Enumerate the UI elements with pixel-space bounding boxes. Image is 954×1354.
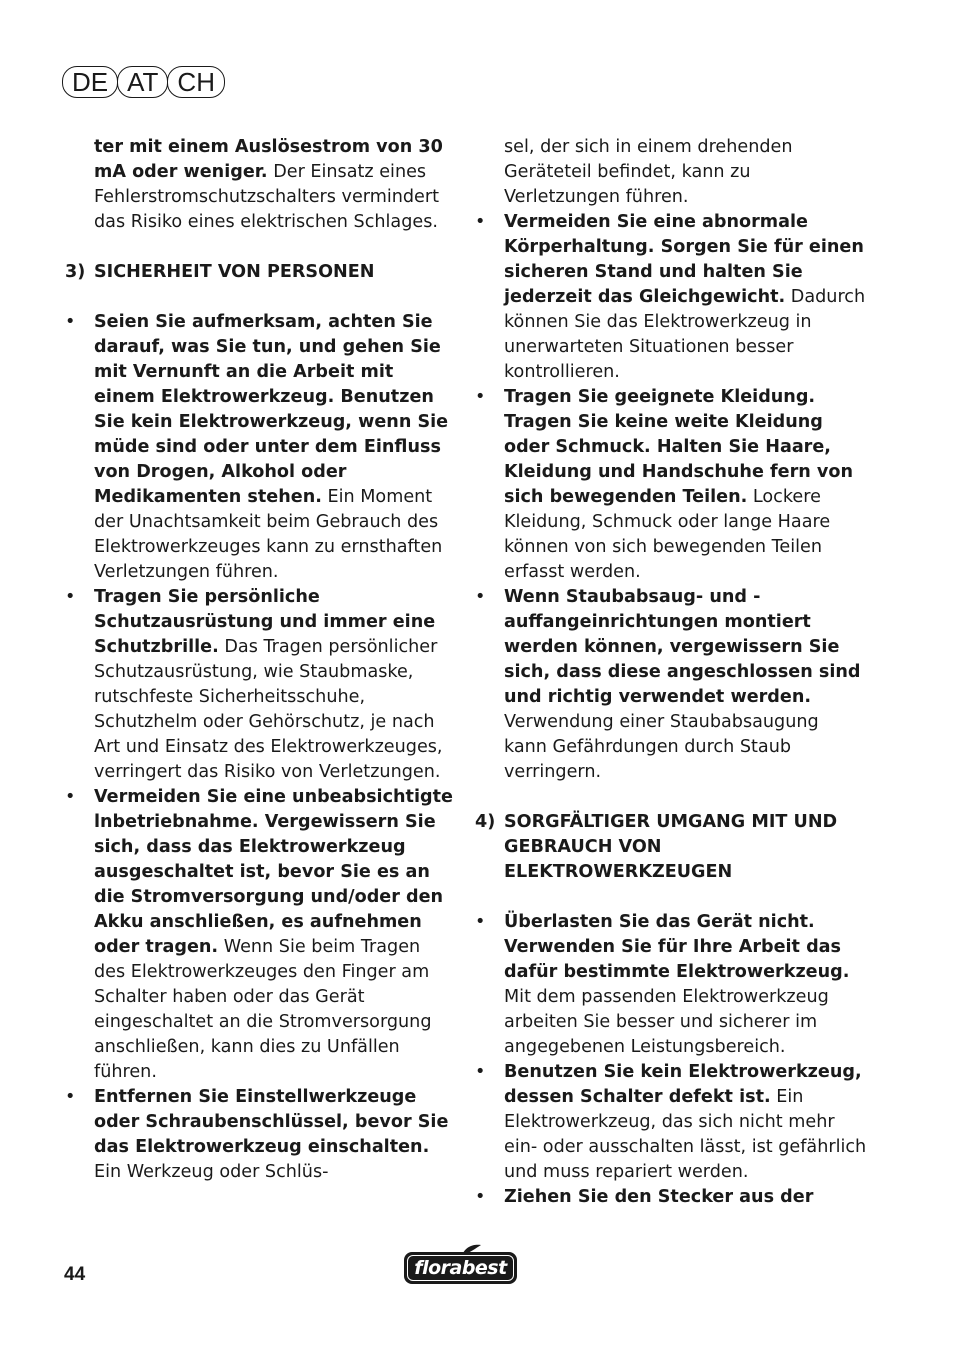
bullet-item xyxy=(62,310,454,585)
body-text: Dadurch können Sie das Elektrowerkzeug in unerwarteten Situationen besser kontrollieren. xyxy=(504,287,866,382)
section-heading-3 xyxy=(62,260,454,285)
section-number: 4) xyxy=(475,812,496,832)
bullet-icon: • xyxy=(65,312,76,332)
section-heading-4 xyxy=(472,810,867,885)
section-title: SORGFÄLTIGER UMGANG MIT UND GEBRAUCH VON ELEKTROWERKZEUGEN xyxy=(504,812,838,882)
bold-text: Benutzen Sie kein Elektrowerkzeug, dessen Schalter defekt ist. xyxy=(504,1062,862,1107)
bullet-item xyxy=(62,585,454,785)
body-text: Wenn Sie beim Tragen des Elektrowerkzeuges den Finger am Schalter haben oder das Gerät eingeschaltet an die Stromversorgung anschließen, kann dies zu Unfällen führen. xyxy=(94,937,432,1082)
right-column xyxy=(472,135,867,1210)
bold-text: Tragen Sie geeignete Kleidung. Tragen Sie keine weite Kleidung oder Schmuck. Halten Sie Haare, Kleidung und Handschuhe fern von sich bewegenden Teilen. xyxy=(504,387,854,507)
bold-text: ter mit einem Auslösestrom von 30 mA oder weniger. xyxy=(94,137,443,182)
continued-paragraph xyxy=(472,135,867,210)
body-text: sel, der sich in einem drehenden Geräteteil befindet, kann zu Verletzungen führen. xyxy=(504,137,793,207)
bullet-icon: • xyxy=(65,787,76,807)
continued-paragraph xyxy=(62,135,454,235)
body-text: Ein Moment der Unachtsamkeit beim Gebrauch des Elektrowerkzeuges kann zu ernsthaften Verletzungen führen. xyxy=(94,487,443,582)
body-text: Das Tragen persönlicher Schutzausrüstung, wie Staubmaske, rutschfeste Sicherheitsschuhe, Schutzhelm oder Gehörschutz, je nach Art und Einsatz des Elektrowerkzeuges, verringert das Risiko von Verletzungen. xyxy=(94,637,443,782)
left-column xyxy=(62,135,454,1185)
body-text: Der Einsatz eines Fehlerstromschutzschalters vermindert das Risiko eines elektrischen Schlages. xyxy=(94,162,440,232)
section-title: SICHERHEIT VON PERSONEN xyxy=(94,262,375,282)
body-text: Lockere Kleidung, Schmuck oder lange Haare können von sich bewegenden Teilen erfasst werden. xyxy=(504,487,831,582)
bullet-item xyxy=(62,1085,454,1185)
body-text: Ein Elektrowerkzeug, das sich nicht mehr ein- oder ausschalten lässt, ist gefährlich und muss repariert werden. xyxy=(504,1087,867,1182)
badge-at: AT xyxy=(117,66,168,98)
bullet-icon: • xyxy=(475,387,486,407)
bold-text: Vermeiden Sie eine unbeabsichtigte lnbetriebnahme. Vergewissern Sie sich, dass das Elektrowerkzeug ausgeschaltet ist, bevor Sie es an die Stromversorgung und/oder den Akku anschließen, es aufnehmen oder tragen. xyxy=(94,787,453,957)
bullet-icon: • xyxy=(65,1087,76,1107)
body-text: Mit dem passenden Elektrowerkzeug arbeiten Sie besser und sicherer im angegebenen Leistungsbereich. xyxy=(504,987,829,1057)
bullet-icon: • xyxy=(475,1187,486,1207)
bullet-icon: • xyxy=(475,1062,486,1082)
bullet-item xyxy=(472,910,867,1060)
florabest-logo xyxy=(404,1246,519,1286)
bullet-item xyxy=(472,385,867,585)
badge-ch: CH xyxy=(167,66,225,98)
bullet-icon: • xyxy=(475,912,486,932)
bold-text: Ziehen Sie den Stecker aus der xyxy=(504,1187,814,1207)
badge-de: DE xyxy=(62,66,118,98)
section-number: 3) xyxy=(65,262,86,282)
bullet-icon: • xyxy=(475,587,486,607)
logo-text: florabest xyxy=(414,1257,507,1279)
bullet-item xyxy=(472,585,867,785)
bullet-item xyxy=(62,785,454,1085)
bold-text: Wenn Staubabsaug- und -auffangeinrichtungen montiert werden können, vergewissern Sie sich, dass diese angeschlossen sind und richtig verwendet werden. xyxy=(504,587,861,707)
bullet-item xyxy=(472,1060,867,1185)
bold-text: Seien Sie aufmerksam, achten Sie darauf, was Sie tun, und gehen Sie mit Vernunft an die Arbeit mit einem Elektrowerkzeug. Benutzen Sie kein Elektrowerkzeug, wenn Sie müde sind oder unter dem Einfluss von Drogen, Alkohol oder Medikamenten stehen. xyxy=(94,312,449,507)
bold-text: Entfernen Sie Einstellwerkzeuge oder Schraubenschlüssel, bevor Sie das Elektrowerkzeug einschalten. xyxy=(94,1087,449,1157)
body-text: Ein Werkzeug oder Schlüs- xyxy=(94,1162,329,1182)
bullet-icon: • xyxy=(65,587,76,607)
bold-text: Vermeiden Sie eine abnormale Körperhaltung. Sorgen Sie für einen sicheren Stand und halten Sie jederzeit das Gleichgewicht. xyxy=(504,212,864,307)
bullet-icon: • xyxy=(475,212,486,232)
body-text: Verwendung einer Staubabsaugung kann Gefährdungen durch Staub verringern. xyxy=(504,712,819,782)
bold-text: Tragen Sie persönliche Schutzausrüstung und immer eine Schutzbrille. xyxy=(94,587,436,657)
bold-text: Überlasten Sie das Gerät nicht. Verwenden Sie für Ihre Arbeit das dafür bestimmte Elektrowerkzeug. xyxy=(504,912,850,982)
page-number: 44 xyxy=(64,1264,86,1285)
bullet-item xyxy=(472,1185,867,1210)
language-badges xyxy=(62,66,224,98)
bullet-item xyxy=(472,210,867,385)
